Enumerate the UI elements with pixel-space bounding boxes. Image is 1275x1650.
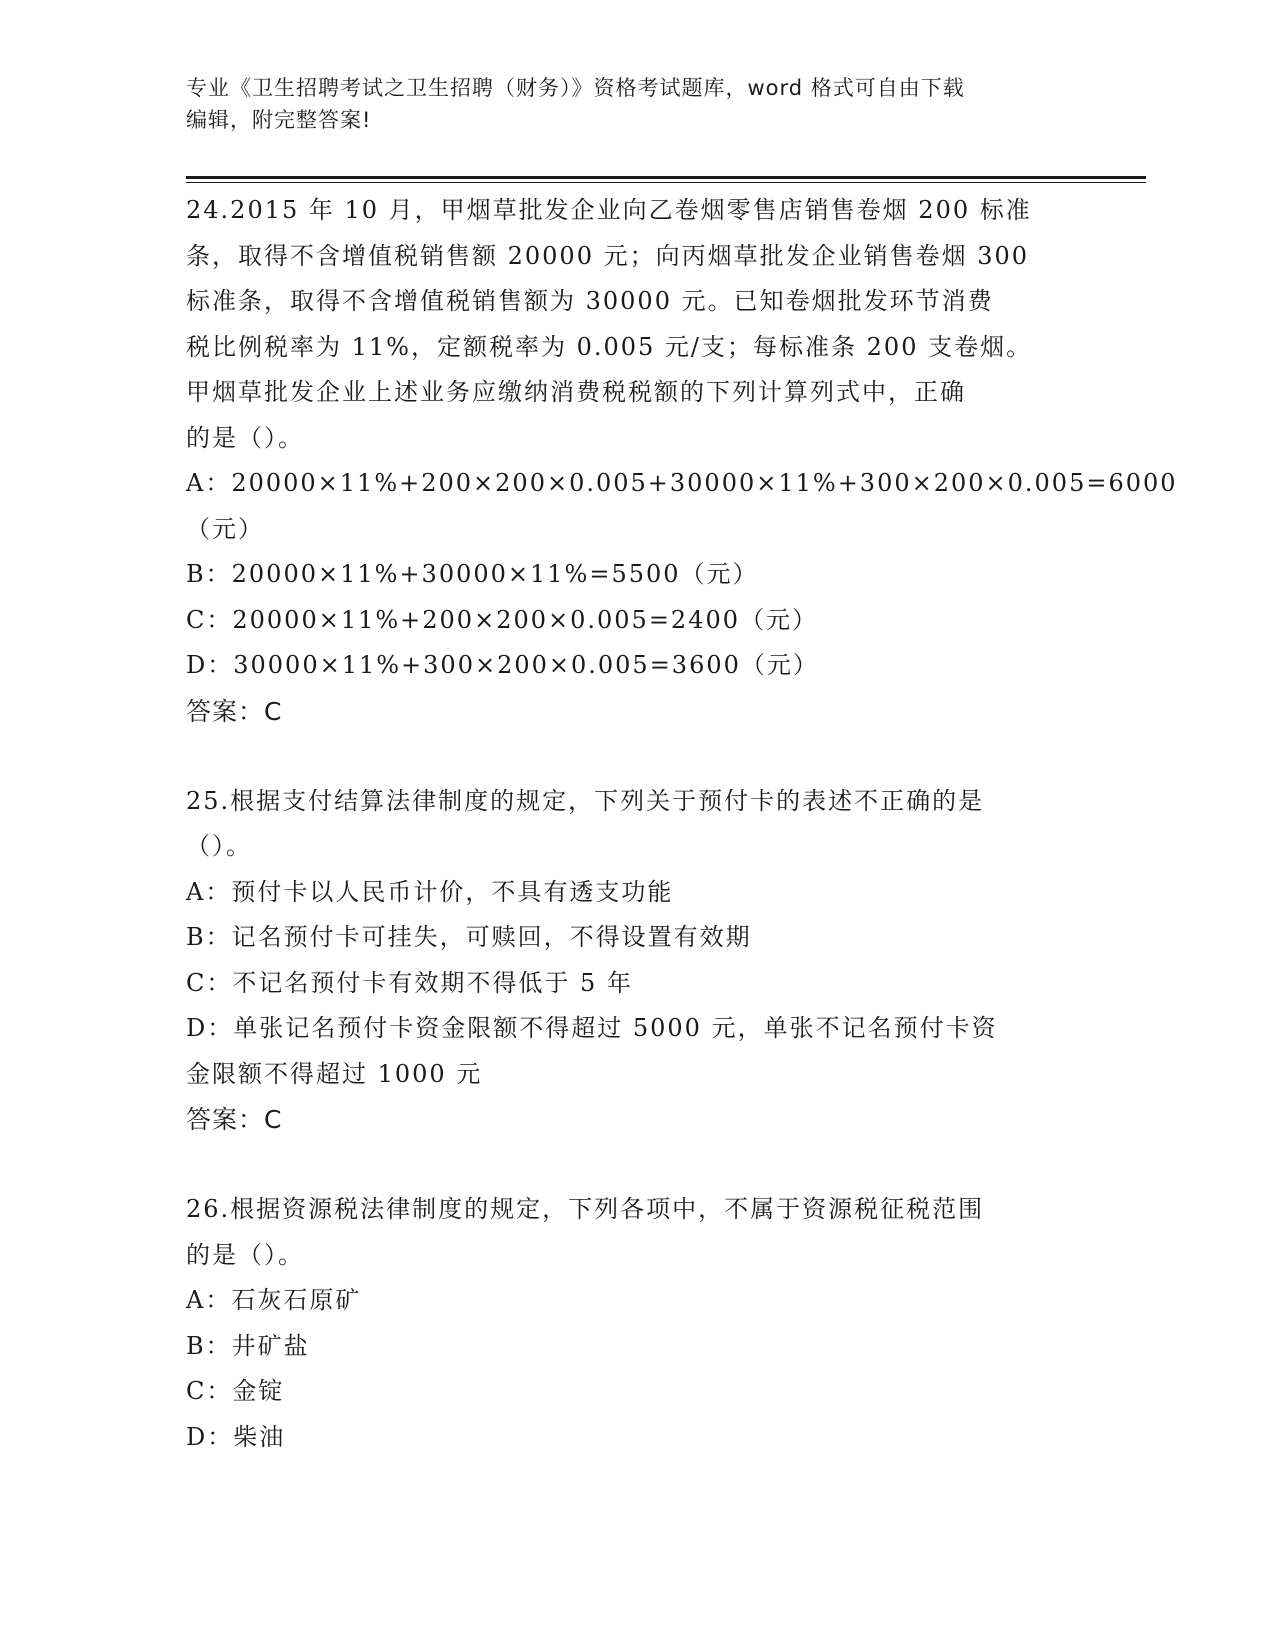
- question-list: [186, 188, 1178, 1504]
- option-c: [186, 598, 1086, 644]
- question-text-line: 标准条，取得不含增值税销售额为 30000 元。已知卷烟批发环节消费: [186, 287, 994, 315]
- option-d: [186, 643, 1086, 689]
- question-25: [186, 779, 1086, 1144]
- option-b: [186, 1324, 1086, 1370]
- header-line-2: 编辑，附完整答案!: [186, 108, 372, 132]
- option-line: 金限额不得超过 1000 元: [186, 1059, 483, 1088]
- option-a: [186, 870, 1086, 916]
- header-line-1: 专业《卫生招聘考试之卫生招聘（财务）》资格考试题库，word 格式可自由下载: [186, 76, 965, 100]
- header-divider-thick: [186, 176, 1146, 179]
- option-line: A：预付卡以人民币计价，不具有透支功能: [186, 877, 674, 906]
- answer-line: 答案：C: [186, 1105, 283, 1134]
- option-line: B：井矿盐: [186, 1331, 310, 1360]
- question-text-line: 甲烟草批发企业上述业务应缴纳消费税税额的下列计算列式中，正确: [186, 378, 966, 406]
- option-line: B：记名预付卡可挂失，可赎回，不得设置有效期: [186, 923, 752, 951]
- option-line: C：不记名预付卡有效期不得低于 5 年: [186, 968, 633, 997]
- question-text-line: 税比例税率为 11%，定额税率为 0.005 元/支；每标准条 200 支卷烟。: [186, 332, 1033, 361]
- option-line: D：30000×11%+300×200×0.005=3600（元）: [186, 651, 819, 679]
- question-text-line: 24.2015 年 10 月，甲烟草批发企业向乙卷烟零售店销售卷烟 200 标准: [186, 196, 1032, 224]
- question-text-line: 的是（）。: [186, 423, 304, 452]
- option-a: [186, 461, 1178, 552]
- question-text-line: 的是（）。: [186, 1240, 304, 1269]
- option-line: A：石灰石原矿: [186, 1286, 362, 1314]
- option-line: A：20000×11%+200×200×0.005+30000×11%+300×200×0.005=6000: [186, 469, 1178, 497]
- option-line: C：金锭: [186, 1377, 285, 1405]
- option-line: D：柴油: [186, 1422, 286, 1451]
- answer-line: 答案：C: [186, 696, 283, 726]
- option-b: [186, 915, 1086, 961]
- header-divider-thin: [186, 182, 1146, 183]
- question-text-line: 条，取得不含增值税销售额 20000 元；向丙烟草批发企业销售卷烟 300: [186, 241, 1030, 270]
- option-d: [186, 1415, 1086, 1461]
- question-text-line: （）。: [186, 832, 252, 860]
- option-a: [186, 1278, 1086, 1324]
- question-24: [186, 188, 1178, 735]
- option-line: （元）: [186, 514, 264, 543]
- question-26: [186, 1187, 1086, 1460]
- question-text-line: 26.根据资源税法律制度的规定，下列各项中，不属于资源税征税范围: [186, 1195, 985, 1223]
- option-line: D：单张记名预付卡资金限额不得超过 5000 元，单张不记名预付卡资: [186, 1014, 998, 1042]
- option-line: C：20000×11%+200×200×0.005=2400（元）: [186, 605, 819, 634]
- option-c: [186, 961, 1086, 1007]
- option-c: [186, 1369, 1086, 1415]
- question-text-line: 25.根据支付结算法律制度的规定，下列关于预付卡的表述不正确的是: [186, 786, 985, 815]
- option-d: [186, 1006, 1086, 1097]
- document-header: [186, 72, 1066, 136]
- option-line: B：20000×11%+30000×11%=5500（元）: [186, 560, 759, 588]
- option-b: [186, 552, 1086, 598]
